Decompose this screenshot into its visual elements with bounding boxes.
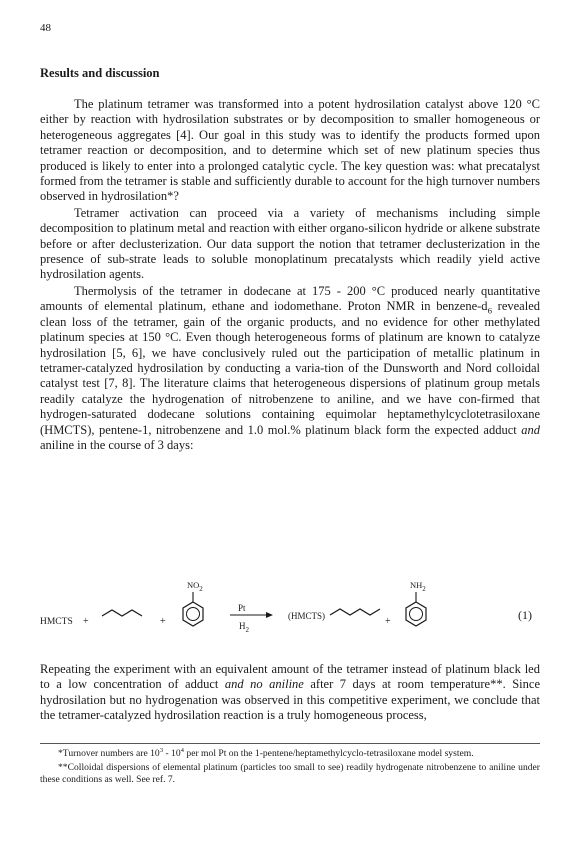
footnote-1-part-3: per mol Pt on the 1-pentene/heptamethylcyclo-tetrasiloxane model system. bbox=[184, 748, 474, 759]
reactant-hmcts-label: HMCTS bbox=[40, 617, 73, 627]
nitro-label: $NO_2$ bbox=[187, 580, 203, 593]
aniline-structure bbox=[406, 592, 426, 626]
product-hmcts-label: (HMCTS) bbox=[288, 611, 326, 621]
footnote-1-sup-2: 4 bbox=[180, 746, 185, 754]
paragraph-3 bbox=[40, 284, 540, 453]
reaction-scheme bbox=[40, 578, 540, 638]
section-heading: Results and discussion bbox=[40, 66, 160, 80]
paragraph-4 bbox=[40, 662, 540, 724]
paragraph-3-emphasis: and bbox=[521, 422, 540, 437]
catalyst-label: Pt bbox=[238, 603, 246, 613]
footnote-1 bbox=[40, 748, 540, 761]
equation-number: (1) bbox=[518, 608, 532, 622]
paragraph-3-part-3: aniline in the course of 3 days: bbox=[40, 437, 194, 452]
footnote-divider bbox=[40, 743, 540, 744]
paragraph-3-part-1: Thermolysis of the tetramer in dodecane at 175 - 200 °C produced nearly quantitative amounts of elemental platinum, ethane and iodomethane. Proton NMR in benzene-d bbox=[40, 283, 540, 314]
paragraph-4-part-2: after 7 days at room temperature**. Since hydrosilation but no hydrogenation was observed in this competitive experiment, we conclude that the tetramer-catalyzed hydrosilation reaction is a truly homogeneous process, bbox=[40, 677, 540, 723]
plus-sign-1: + bbox=[83, 616, 89, 627]
paragraph-3-part-2: revealed clean loss of the tetramer, gain of the organic products, and no evidence for other methylated platinum species at 150 °C. Even though heterogeneous forms of platinum are known to catalyze hydrosilation [5, 6], we have conclusively ruled out the participation of metallic platinum in tetramer-catalyzed hydrosilation by conducting a varia-tion of the Dunsworth and Nord colloidal catalyst test [7, 8]. The literature claims that heterogeneous dispersions of platinum group metals readily catalyze the hydrogenation of nitrobenzene to aniline, and we have con-firmed that hydrogen-saturated dodecane solutions containing equimolar heptamethylcyclotetrasiloxane (HMCTS), pentene-1, nitrobenzene and 1.0 mol.% platinum black form the expected adduct bbox=[40, 299, 541, 437]
benzene-subscript: 6 bbox=[487, 305, 492, 316]
pentyl-chain-structure bbox=[330, 609, 380, 615]
body-text bbox=[40, 97, 540, 453]
paragraph-4-part-1: Repeating the experiment with an equivalent amount of the tetramer instead of platinum black led to a low concentration of adduct bbox=[40, 662, 540, 692]
paragraph-1: The platinum tetramer was transformed into a potent hydrosilation catalyst above 120 °C either by reaction with hydrosilation substrates or by decomposition to smaller homogeneous or heterogeneous aggregates [4]. Our goal in this study was to identify the products formed upon tetramer reaction or decomposition, and to determine which set of new platinum species thus produced is likely to enter into a prolonged catalytic cycle. The key question was: what precatalyst formed from the tetramer is stable and sufficiently durable to account for the high turnover numbers observed in hydrosilation*? bbox=[40, 97, 540, 204]
plus-sign-3: + bbox=[385, 616, 391, 627]
pentene-structure bbox=[102, 610, 142, 616]
reaction-scheme-drawing bbox=[40, 578, 540, 638]
conclusion-text bbox=[40, 662, 540, 724]
footnote-1-sup-1: 3 bbox=[159, 746, 164, 754]
nitrobenzene-structure bbox=[183, 592, 203, 626]
footnotes bbox=[40, 748, 540, 788]
page-number: 48 bbox=[40, 22, 51, 34]
reaction-arrowhead bbox=[266, 612, 273, 618]
plus-sign-2: + bbox=[160, 616, 166, 627]
hydrogen-label: $H_2$ bbox=[239, 621, 249, 634]
footnote-1-part-2: - 10 bbox=[163, 748, 181, 759]
paragraph-4-emphasis: and no aniline bbox=[224, 677, 304, 692]
amino-label: $NH_2$ bbox=[410, 580, 426, 593]
footnote-2: **Colloidal dispersions of elemental platinum (particles too small to see) readily hydrogenate nitrobenzene to aniline under these conditions as well. See ref. 7. bbox=[40, 761, 540, 785]
paragraph-2: Tetramer activation can proceed via a variety of mechanisms including simple decomposition to platinum metal and reaction with either organo-silicon hydride or alkene substrate before or after declusterization. Our data support the notion that tetramer declusterization in the presence of sub-strate leads to soluble monoplatinum precatalysts which readily yield active hydrosilation agents. bbox=[40, 205, 540, 282]
footnote-1-part-1: *Turnover numbers are 10 bbox=[58, 748, 160, 759]
